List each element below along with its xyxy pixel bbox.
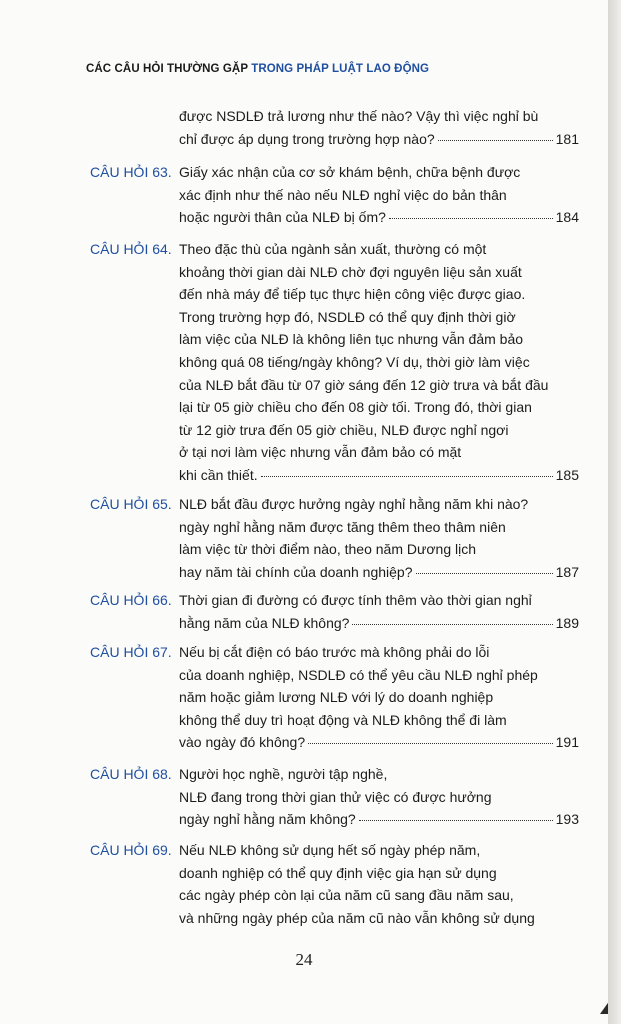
question-line: chỉ được áp dụng trong trường hợp nào?: [179, 130, 435, 147]
dot-leader: [359, 820, 553, 821]
question-last-line: [179, 731, 579, 754]
dot-leader: [416, 573, 553, 574]
question-line: hằng năm của NLĐ không?: [179, 614, 350, 631]
question-line: năm hoặc giảm lương NLĐ với lý do doanh nghiệp: [179, 689, 494, 706]
dot-leader: [261, 476, 553, 477]
question-label: CÂU HỎI 66.: [90, 592, 172, 608]
question-last-line: [179, 808, 579, 831]
question-line: của doanh nghiệp, NSDLĐ có thể yêu cầu NLĐ nghỉ phép: [179, 666, 538, 683]
toc-page-ref: 193: [555, 811, 579, 828]
toc-page-ref: 184: [555, 209, 579, 226]
question-line: và những ngày phép của năm cũ nào vẫn không sử dụng: [179, 909, 535, 926]
question-line: làm việc từ thời điểm nào, theo năm Dương lịch: [179, 541, 477, 558]
toc-page-ref: 187: [555, 563, 579, 580]
question-text: [179, 238, 579, 487]
dot-leader: [308, 743, 553, 744]
question-line: doanh nghiệp có thể quy định việc gia hạn sử dụng: [179, 864, 497, 881]
question-line: NLĐ bắt đầu được hưởng ngày nghỉ hằng năm khi nào?: [179, 496, 529, 512]
question-line: hay năm tài chính của doanh nghiệp?: [179, 563, 413, 580]
question-text: [179, 839, 579, 929]
toc-page-ref: 185: [555, 466, 579, 483]
dot-leader: [438, 140, 553, 141]
question-line: Theo đặc thù của ngành sản xuất, thường có một: [179, 241, 487, 257]
header-part1: CÁC CÂU HỎI THƯỜNG GẶP: [86, 63, 248, 75]
question-line: làm việc của NLĐ là không liên tục nhưng vẫn đảm bảo: [179, 331, 524, 348]
question-text: [179, 493, 579, 583]
question-text: [179, 161, 579, 229]
question-line: xác định như thế nào nếu NLĐ nghỉ việc do bản thân: [179, 186, 507, 203]
header-part2: TRONG PHÁP LUẬT LAO ĐỘNG: [251, 63, 430, 75]
question-line: NLĐ đang trong thời gian thử việc có được hưởng: [179, 788, 492, 805]
question-label: CÂU HỎI 68.: [90, 766, 172, 782]
question-last-line: [179, 128, 579, 151]
question-last-line: [179, 464, 579, 487]
question-text: [179, 763, 579, 831]
question-line: các ngày phép còn lại của năm cũ sang đầu năm sau,: [179, 887, 514, 904]
toc-page-ref: 189: [555, 614, 579, 631]
question-last-line: [179, 612, 579, 635]
question-line: ngày nghỉ hằng năm được tăng thêm theo thâm niên: [179, 518, 506, 535]
running-header: [86, 63, 429, 75]
question-line: Nếu bị cắt điện có báo trước mà không phải do lỗi: [179, 644, 490, 660]
question-last-line: [179, 206, 579, 229]
dot-leader: [352, 624, 552, 625]
question-label: CÂU HỎI 67.: [90, 644, 172, 660]
question-text: [179, 589, 579, 634]
question-line: không thể duy trì hoạt động và NLĐ không thể đi làm: [179, 711, 507, 728]
dot-leader: [389, 218, 553, 219]
question-last-line: [179, 561, 579, 584]
page-number: 24: [295, 950, 313, 969]
page-edge: [608, 0, 621, 1024]
question-line: Trong trường hợp đó, NSDLĐ có thể quy định thời giờ: [179, 308, 516, 325]
question-line: không quá 08 tiếng/ngày không? Ví dụ, thời giờ làm việc: [179, 353, 530, 370]
question-line: Người học nghề, người tập nghề,: [179, 766, 388, 782]
question-text: [179, 641, 579, 754]
question-line: vào ngày đó không?: [179, 734, 306, 751]
question-label: CÂU HỎI 63.: [90, 164, 172, 180]
question-line: Giấy xác nhận của cơ sở khám bệnh, chữa bệnh được: [179, 164, 521, 180]
question-label: CÂU HỎI 64.: [90, 241, 172, 257]
question-line: khi cần thiết.: [179, 466, 258, 483]
question-label: CÂU HỎI 69.: [90, 842, 172, 858]
question-line: lại từ 05 giờ chiều cho đến 08 giờ tối. Trong đó, thời gian: [179, 399, 532, 416]
question-line: được NSDLĐ trả lương như thế nào? Vậy thì việc nghỉ bù: [179, 108, 539, 124]
question-line: của NLĐ bắt đầu từ 07 giờ sáng đến 12 giờ trưa và bắt đầu: [179, 376, 549, 393]
question-line: ngày nghỉ hằng năm không?: [179, 811, 356, 828]
question-line: hoặc người thân của NLĐ bị ốm?: [179, 209, 386, 226]
toc-page-ref: 181: [555, 130, 579, 147]
question-line: đến nhà máy để tiếp tục thực hiện công việc được giao.: [179, 286, 526, 303]
question-line: Thời gian đi đường có được tính thêm vào thời gian nghỉ: [179, 592, 532, 608]
question-line: Nếu NLĐ không sử dụng hết số ngày phép năm,: [179, 842, 481, 858]
question-line: khoảng thời gian dài NLĐ chờ đợi nguyên liệu sản xuất: [179, 263, 522, 280]
question-line: ở tại nơi làm việc nhưng vẫn đảm bảo có mặt: [179, 444, 462, 461]
question-label: CÂU HỎI 65.: [90, 496, 172, 512]
question-text: [179, 105, 579, 150]
toc-page-ref: 191: [555, 734, 579, 751]
question-line: từ 12 giờ trưa đến 05 giờ chiều, NLĐ được nghỉ ngơi: [179, 421, 509, 438]
